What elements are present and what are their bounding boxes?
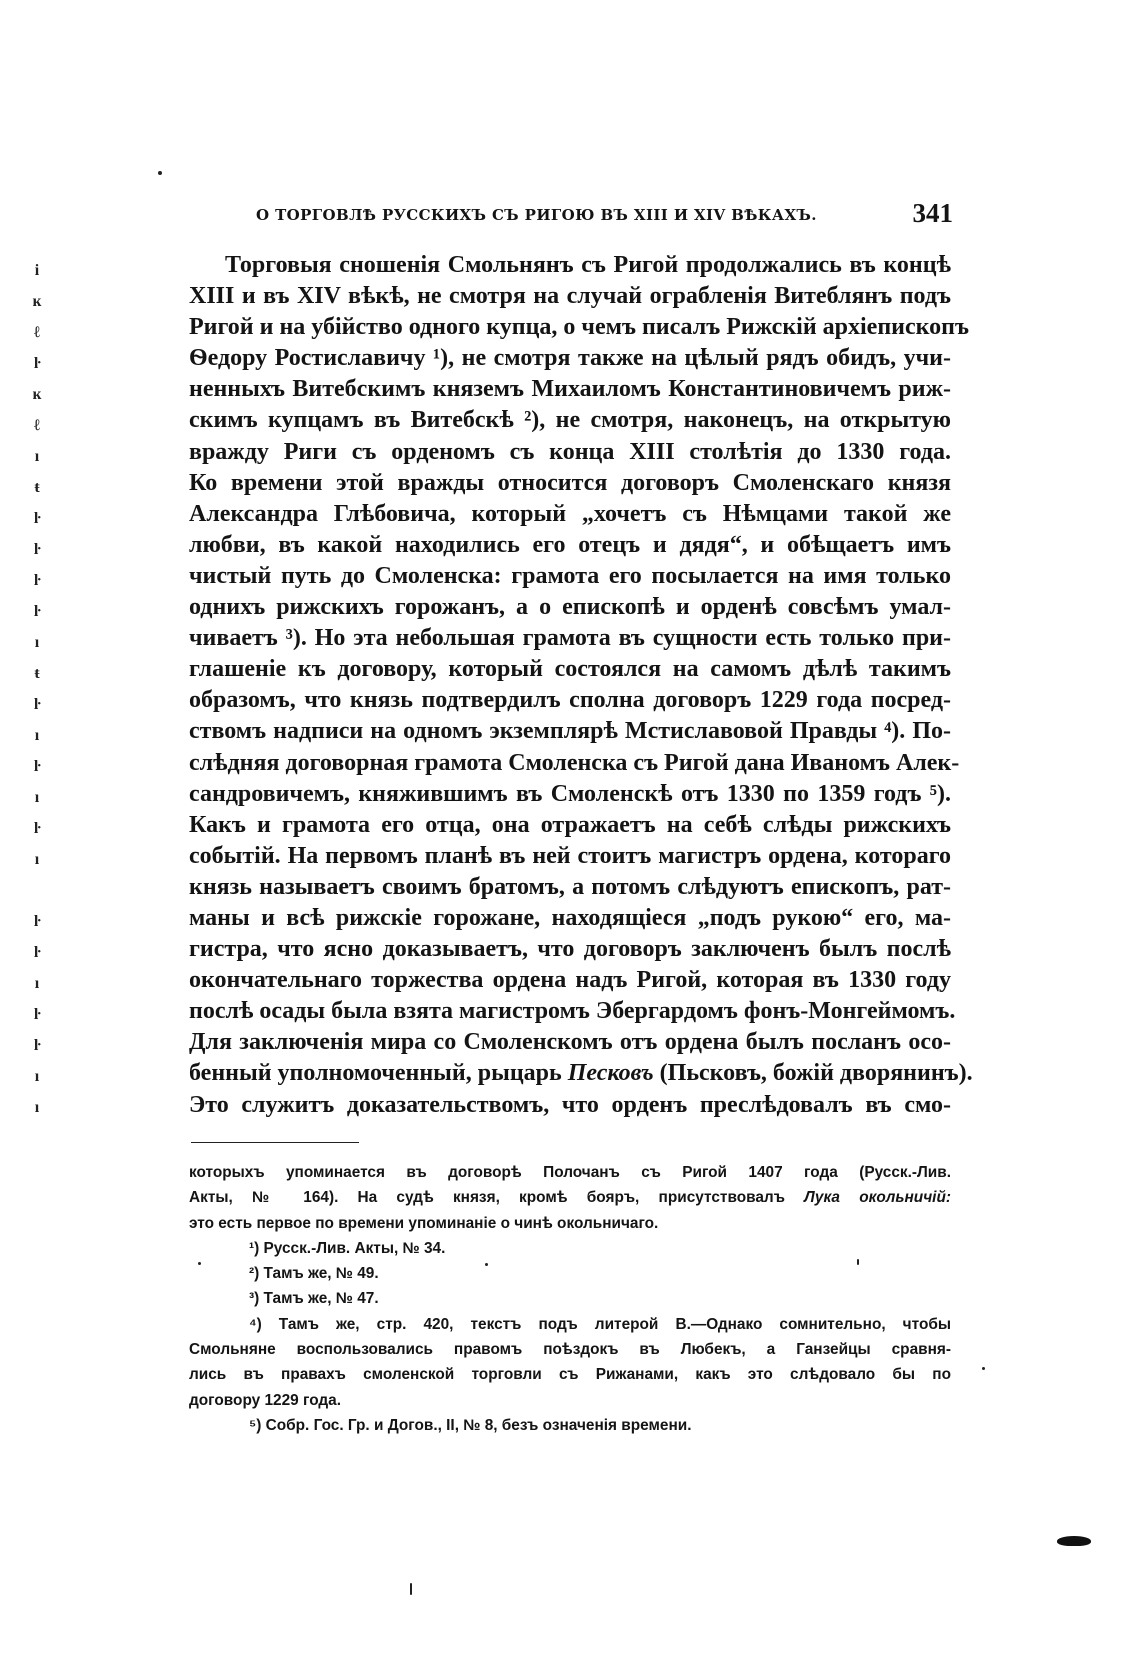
margin-mark: ı	[34, 789, 40, 806]
margin-mark: ı	[34, 851, 40, 868]
text-line: слѣдняя договорная грамота Смоленска съ Ригой дана Иваномъ Алек-	[189, 749, 960, 776]
margin-mark: ı	[34, 727, 40, 744]
footnote-4-line: лись въ правахъ смоленской торговли съ Рижанами, какъ это слѣдовало бы по	[189, 1366, 951, 1384]
text-line: скимъ купцамъ въ Витебскѣ ²), не смотря, наконецъ, на открытую	[189, 407, 951, 434]
footnote-4-line: договору 1229 года.	[189, 1391, 341, 1409]
margin-mark: ŀ	[33, 913, 41, 930]
margin-mark: ŀ	[33, 603, 41, 620]
text-line: чиваетъ ³). Но эта небольшая грамота въ сущности есть только при-	[189, 625, 951, 652]
margin-mark: ı	[34, 1068, 40, 1085]
margin-mark: ŀ	[33, 572, 41, 589]
margin-mark: ı	[34, 975, 40, 992]
scan-speck	[857, 1259, 859, 1265]
margin-mark: ŀ	[33, 696, 41, 713]
italic-term: Лука окольничій:	[804, 1189, 951, 1207]
margin-mark: ŀ	[33, 820, 41, 837]
footnote-continuation-line: это есть первое по времени упоминаніе о чинѣ окольничаго.	[189, 1214, 659, 1232]
margin-mark: ŀ	[33, 355, 41, 372]
margin-mark: i	[34, 262, 40, 279]
margin-mark: ℓ	[34, 417, 40, 434]
text-segment: (Пьсковъ, божій дворянинъ).	[653, 1060, 973, 1087]
margin-mark: ı	[34, 634, 40, 651]
text-line: образомъ, что князь подтвердилъ сполна договоръ 1229 года посред-	[189, 687, 951, 714]
margin-mark: ŀ	[33, 541, 41, 558]
footnote-2: ²) Тамъ же, № 49.	[249, 1265, 379, 1283]
text-line: Для заключенія мира со Смоленскомъ отъ ордена былъ посланъ осо-	[189, 1029, 951, 1056]
scan-smudge	[1057, 1536, 1091, 1546]
text-line: ненныхъ Витебскимъ княземъ Михаиломъ Константиновичемъ риж-	[189, 376, 951, 403]
text-line: гистра, что ясно доказываетъ, что договоръ заключенъ былъ послѣ	[189, 936, 951, 963]
text-line: Это служитъ доказательствомъ, что орденъ преслѣдовалъ въ смо-	[189, 1091, 951, 1118]
italic-name: Песковъ	[567, 1060, 654, 1087]
margin-mark: ı	[34, 448, 40, 465]
text-line: князь называетъ своимъ братомъ, а потомъ слѣдуютъ епископъ, рат-	[189, 873, 951, 900]
margin-mark: ŀ	[33, 758, 41, 775]
footnotes	[189, 1160, 951, 1438]
text-line: XIII и въ XIV вѣкѣ, не смотря на случай ограбленія Витеблянъ подъ	[189, 283, 951, 310]
text-line: Ко времени этой вражды относится договоръ Смоленскаго князя	[189, 469, 951, 496]
text-line: Ригой и на убійство одного купца, о чемъ писалъ Рижскій архіепископъ	[189, 314, 969, 341]
text-segment: Акты, № 164). На судѣ князя, кромѣ бояръ, присутствовалъ	[189, 1189, 805, 1207]
margin-mark	[30, 882, 44, 913]
text-line: послѣ осады была взята магистромъ Эбергардомъ фонъ-Монгеймомъ.	[189, 998, 956, 1025]
text-line: глашеніе къ договору, который состоялся на самомъ дѣлѣ такимъ	[189, 656, 951, 683]
scan-speck	[485, 1263, 488, 1266]
text-line: маны и всѣ рижскіе горожане, находящіеся „подъ рукою“ его, ма-	[189, 904, 951, 931]
margin-mark: ŀ	[33, 944, 41, 961]
margin-mark: ŀ	[33, 1037, 41, 1054]
footnote-continuation-line: которыхъ упоминается въ договорѣ Полочанъ съ Ригой 1407 года (Русск.-Лив.	[189, 1164, 951, 1181]
scan-speck	[158, 171, 162, 175]
margin-mark: ĸ	[32, 386, 42, 403]
scan-speck	[410, 1583, 412, 1595]
footnote-4-line: Смольняне воспользовались правомъ поѣздокъ въ Любекъ, а Ганзейцы сравня-	[189, 1341, 951, 1359]
text-line: Александра Глѣбовича, который „хочетъ съ Нѣмцами такой же	[189, 500, 951, 527]
footnote-5: ⁵) Собр. Гос. Гр. и Догов., II, № 8, безъ означенія времени.	[249, 1416, 692, 1434]
page-number: 341	[912, 198, 953, 228]
scan-speck	[198, 1262, 201, 1265]
footnote-1: ¹) Русск.-Лив. Акты, № 34.	[249, 1239, 446, 1257]
text-line: сандровичемъ, княжившимъ въ Смоленскѣ отъ 1330 по 1359 годъ ⁵).	[189, 780, 951, 807]
main-paragraph	[189, 250, 973, 1121]
text-segment: бенный уполномоченный, рыцарь	[189, 1060, 568, 1087]
margin-mark: ℓ	[34, 324, 40, 341]
text-line: Торговыя сношенія Смольнянъ съ Ригой продолжались въ концѣ	[225, 252, 951, 278]
scan-speck	[982, 1367, 985, 1370]
left-margin-artifacts	[30, 262, 44, 1130]
footnote-divider	[191, 1142, 359, 1143]
margin-mark: ŧ	[34, 665, 40, 682]
text-line: Ѳедору Ростиславичу ¹), не смотря также на цѣлый рядъ обидъ, учи-	[189, 345, 951, 372]
text-line: любви, въ какой находились его отецъ и дядя“, и обѣщаетъ имъ	[189, 531, 951, 558]
text-line: Какъ и грамота его отца, она отражаетъ на себѣ слѣды рижскихъ	[189, 811, 951, 838]
margin-mark: ı	[34, 1099, 40, 1116]
text-line: однихъ рижскихъ горожанъ, а о епископѣ и орденѣ совсѣмъ умал-	[189, 594, 951, 621]
running-title: О ТОРГОВЛѢ РУССКИХЪ СЪ РИГОЮ ВЪ XIII И XIV ВѢКАХЪ.	[256, 206, 817, 224]
margin-mark: ŧ	[34, 479, 40, 496]
margin-mark: ŀ	[33, 510, 41, 527]
text-line: ствомъ надписи на одномъ экземплярѣ Мстиславовой Правды ⁴). По-	[189, 718, 951, 745]
text-line: чистый путь до Смоленска: грамота его посылается на имя только	[189, 562, 951, 589]
footnote-4: ⁴) Тамъ же, стр. 420, текстъ подъ литерой В.—Однако сомнительно, чтобы	[249, 1315, 951, 1333]
footnote-continuation-line	[189, 1185, 951, 1210]
text-line: вражду Риги съ орденомъ съ конца XIII столѣтія до 1330 года.	[189, 438, 951, 465]
text-line: событій. На первомъ планѣ въ ней стоитъ магистръ ордена, котораго	[189, 842, 951, 869]
text-line-with-italic	[189, 1058, 973, 1089]
footnote-3: ³) Тамъ же, № 47.	[249, 1290, 379, 1308]
margin-mark: ĸ	[32, 293, 42, 310]
text-line: окончательнаго торжества ордена надъ Ригой, которая въ 1330 году	[189, 967, 951, 994]
page-header	[238, 200, 953, 232]
margin-mark: ŀ	[33, 1006, 41, 1023]
